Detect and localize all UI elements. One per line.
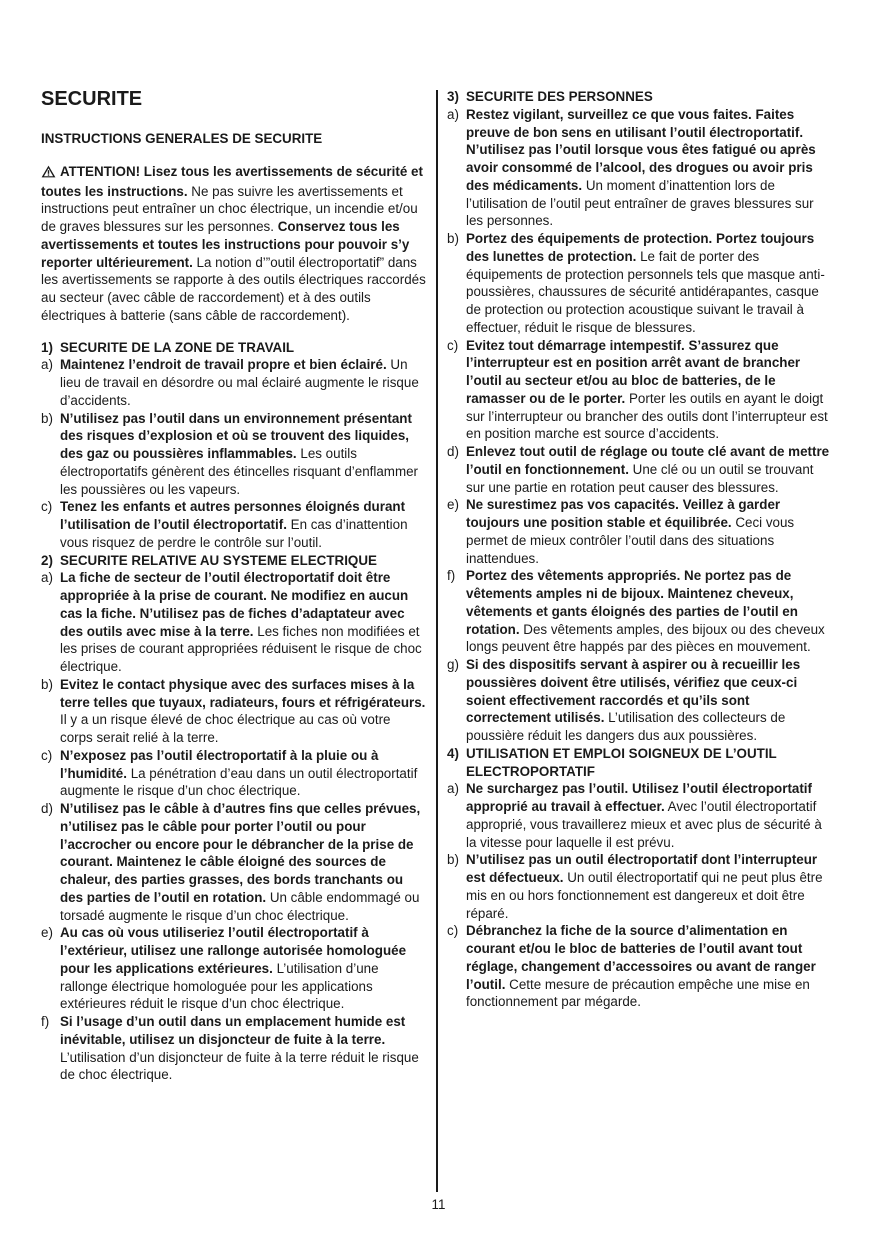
item-body — [60, 498, 426, 551]
item-text: La pénétration d’eau dans un outil électroportatif augmente le risque d’un choc électrique. — [60, 765, 418, 799]
list-item — [447, 567, 834, 656]
sections-right — [447, 88, 834, 1011]
item-body — [466, 656, 834, 745]
item-label: b) — [41, 410, 53, 426]
item-bold-text: Maintenez l’endroit de travail propre et bien éclairé. — [60, 357, 387, 373]
item-bold-text: Restez vigilant, surveillez ce que vous faites. Faites preuve de bon sens en utilisant l’outil électroportatif. N’utilisez pas l’outil lorsque vous êtes fatigué ou après avoir consommé de l’alcool, des drogues ou avoir pris des médicaments. — [466, 106, 816, 193]
list-item — [41, 676, 426, 747]
item-text: Un outil électroportatif qui ne peut plus être mis en ou hors fonctionnement est dangereux et doit être réparé. — [466, 870, 823, 921]
item-label: a) — [41, 357, 53, 373]
item-text: L’utilisation des collecteurs de poussière réduit les dangers dus aux poussières. — [466, 710, 786, 743]
section-1 — [41, 339, 426, 552]
left-column — [41, 88, 426, 1084]
item-body — [60, 676, 426, 747]
list-item — [41, 410, 426, 499]
notion-text: La notion d’”outil électroportatif” dans les avertissements se rapporte à des outils électriques raccordés au secteur (avec câble de raccordement) et à des outils électriques à batterie (sans câble de raccordement). — [41, 254, 426, 323]
item-label: a) — [447, 781, 459, 797]
list-item — [447, 496, 834, 567]
page-number: 11 — [431, 1197, 446, 1212]
item-label: b) — [447, 231, 459, 246]
item-body — [60, 924, 426, 1013]
list-item — [41, 800, 426, 924]
item-label: f) — [447, 568, 456, 584]
item-bold-text: Si des dispositifs servant à aspirer ou à recueillir les poussières doivent être utilisés, vérifiez que ceux-ci soient effectivement raccordés et qu’ils sont correctement utilisés. — [466, 657, 801, 726]
item-bold-text: Portez des équipements de protection. Portez toujours des lunettes de protection. — [466, 231, 815, 264]
item-bold-text: Evitez tout démarrage intempestif. S’assurez que l’interrupteur est en position arrêt avant de brancher l’outil au secteur et/ou au bloc de batteries, de le ramasser ou de le porter. — [466, 337, 801, 406]
section-heading — [41, 339, 426, 357]
section-number: 3) — [447, 89, 459, 104]
list-item — [447, 656, 834, 745]
item-text: Il y a un risque élevé de choc électrique au cas où votre corps serait relié à la terre. — [60, 712, 391, 745]
item-label: e) — [447, 497, 459, 513]
item-bold-text: N’utilisez pas le câble à d’autres fins que celles prévues, n’utilisez pas le câble pour porter l’outil ou pour l’accrocher ou encore pour le débrancher de la prise de courant. Maintenez le câble éloigné des sources de chaleur, des parties grasses, des bords tranchants ou des parties de l’outil en rotation. — [60, 801, 421, 905]
item-bold-text: La fiche de secteur de l’outil électroportatif doit être appropriée à la prise de courant. Ne modifiez en aucun cas la fiche. N’utilisez pas de fiches d’adaptateur avec des outils avec mise à la terre. — [60, 570, 409, 639]
item-label: g) — [447, 657, 459, 672]
section-title: SECURITE DE LA ZONE DE TRAVAIL — [60, 339, 295, 355]
item-body — [466, 106, 834, 230]
item-label: d) — [447, 444, 459, 459]
item-label: b) — [447, 852, 459, 868]
list-item — [41, 356, 426, 409]
list-item — [447, 443, 834, 496]
intro-paragraph — [41, 163, 426, 325]
item-body — [60, 410, 426, 499]
item-text: Les fiches non modifiées et les prises de courant appropriées réduisent le risque de choc électrique. — [60, 623, 422, 674]
item-body — [60, 569, 426, 676]
list-item — [41, 747, 426, 800]
item-text: Ceci vous permet de mieux contrôler l’outil dans des situations inattendues. — [466, 515, 795, 566]
item-label: a) — [41, 570, 53, 586]
sections-left — [41, 339, 426, 1085]
item-body — [60, 800, 426, 924]
section-number: 1) — [41, 339, 53, 355]
section-3 — [447, 88, 834, 745]
item-text: Des vêtements amples, des bijoux ou des cheveux longs peuvent être happés par des pièces en mouvement. — [466, 621, 825, 655]
warning-text: Ne pas suivre les avertissements et instructions peut entraîner un choc électrique, un incendie et/ou de graves blessures sur les personnes. — [41, 183, 418, 234]
list-item — [41, 498, 426, 551]
list-item — [447, 230, 834, 337]
item-text: Un moment d’inattention lors de l’utilisation de l’outil peut entraîner de graves blessures sur les personnes. — [466, 177, 814, 229]
item-label: a) — [447, 106, 459, 122]
item-text: Les outils électroportatifs génèrent des étincelles risquant d’enflammer les poussières ou les vapeurs. — [60, 446, 419, 497]
right-column — [447, 88, 834, 1011]
column-divider — [436, 90, 438, 1192]
item-body — [60, 747, 426, 800]
item-label: c) — [447, 923, 459, 939]
section-heading — [41, 552, 426, 570]
list-item — [41, 569, 426, 676]
item-text: L’utilisation d’une rallonge électrique homologuée pour les applications extérieures réduit le risque d’un choc électrique. — [60, 960, 379, 1012]
section-title: UTILISATION ET EMPLOI SOIGNEUX DE L’OUTIL ELECTROPORTATIF — [466, 745, 777, 779]
item-label: c) — [41, 499, 53, 515]
list-item — [447, 337, 834, 444]
item-bold-text: Enlevez tout outil de réglage ou toute clé avant de mettre l’outil en fonctionnement. — [466, 444, 830, 477]
item-body — [466, 851, 834, 922]
section-2 — [41, 552, 426, 1085]
section-4 — [447, 745, 834, 1011]
item-bold-text: Tenez les enfants et autres personnes éloignés durant l’utilisation de l’outil électroportatif. — [60, 499, 406, 532]
item-body — [466, 230, 834, 337]
item-bold-text: Ne surchargez pas l’outil. Utilisez l’outil électroportatif approprié au travail à effectuer. — [466, 781, 812, 814]
item-text: Le fait de porter des équipements de protection personnels tels que masque anti-poussières, chaussures de sécurité antidérapantes, casque de protection ou protection acoustique suivant le travail à effectuer, réduit le risque de blessures. — [466, 248, 825, 335]
list-item — [447, 922, 834, 1011]
item-body — [466, 567, 834, 656]
item-bold-text: Portez des vêtements appropriés. Ne portez pas de vêtements amples ni de bijoux. Maintenez cheveux, vêtements et gants éloignés des parties de l’outil en rotation. — [466, 568, 798, 637]
list-item — [447, 851, 834, 922]
warning-triangle-icon — [41, 165, 56, 183]
item-body — [60, 356, 426, 409]
item-label: c) — [447, 337, 459, 353]
item-label: e) — [41, 925, 53, 941]
item-text: L’utilisation d’un disjoncteur de fuite à la terre réduit le risque de choc électrique. — [60, 1049, 419, 1083]
item-text: En cas d’inattention vous risquez de perdre le contrôle sur l’outil. — [60, 517, 408, 550]
list-item — [41, 1013, 426, 1084]
list-item — [447, 780, 834, 851]
list-item — [447, 106, 834, 230]
item-bold-text: Si l’usage d’un outil dans un emplacement humide est inévitable, utilisez un disjoncteur de fuite à la terre. — [60, 1014, 406, 1047]
item-body — [60, 1013, 426, 1084]
item-bold-text: N’exposez pas l’outil électroportatif à la pluie ou à l’humidité. — [60, 747, 379, 781]
item-bold-text: N’utilisez pas l’outil dans un environnement présentant des risques d’explosion et où se trouvent des liquides, des gaz ou poussières inflammables. — [60, 410, 412, 461]
item-text: Un lieu de travail en désordre ou mal éclairé augmente le risque d’accidents. — [60, 357, 419, 408]
section-title: SECURITE RELATIVE AU SYSTEME ELECTRIQUE — [60, 552, 377, 568]
list-item — [41, 924, 426, 1013]
item-text: Avec l’outil électroportatif approprié, vous travaillerez mieux et avec plus de sécurité à la vitesse pour laquelle il est prévu. — [466, 799, 822, 850]
item-bold-text: Au cas où vous utiliseriez l’outil électroportatif à l’extérieur, utilisez une rallonge autorisée homologuée pour les applications extérieures. — [60, 925, 407, 976]
section-subtitle: INSTRUCTIONS GENERALES DE SECURITE — [41, 131, 323, 146]
keep-instructions-bold: Conservez tous les avertissements et toutes les instructions pour pouvoir s’y reporter ultérieurement. — [41, 219, 410, 270]
item-body — [466, 337, 834, 444]
item-label: f) — [41, 1014, 50, 1029]
item-bold-text: Débranchez la fiche de la source d’alimentation en courant et/ou le bloc de batteries de l’outil avant tout réglage, changement d’accessoires ou avant de ranger l’outil. — [466, 923, 816, 992]
item-label: b) — [41, 676, 53, 692]
section-heading — [447, 88, 834, 106]
item-text: Une clé ou un outil se trouvant sur une partie en rotation peut causer des blessures. — [466, 461, 814, 495]
item-body — [466, 780, 834, 851]
item-text: Un câble endommagé ou torsadé augmente le risque d’un choc électrique. — [60, 889, 420, 923]
item-body — [466, 922, 834, 1011]
item-label: d) — [41, 801, 53, 816]
item-bold-text: Ne surestimez pas vos capacités. Veillez à garder toujours une position stable et équilibrée. — [466, 497, 781, 530]
section-number: 4) — [447, 745, 459, 761]
item-text: Porter les outils en ayant le doigt sur l’interrupteur ou brancher des outils dont l’interrupteur est en position marche est source d’accidents. — [466, 390, 828, 442]
page-title: SECURITE — [41, 88, 143, 110]
item-text: Cette mesure de précaution empêche une mise en fonctionnement par mégarde. — [466, 976, 810, 1010]
item-bold-text: N’utilisez pas un outil électroportatif dont l’interrupteur est défectueux. — [466, 852, 818, 885]
section-heading — [447, 745, 834, 781]
item-body — [466, 496, 834, 567]
item-bold-text: Evitez le contact physique avec des surfaces mises à la terre telles que tuyaux, radiateurs, fours et réfrigérateurs. — [60, 676, 426, 710]
section-title: SECURITE DES PERSONNES — [466, 89, 653, 104]
item-label: c) — [41, 747, 53, 763]
section-number: 2) — [41, 552, 53, 568]
warning-bold-text: ATTENTION! Lisez tous les avertissements de sécurité et toutes les instructions. — [41, 163, 423, 199]
item-body — [466, 443, 834, 496]
